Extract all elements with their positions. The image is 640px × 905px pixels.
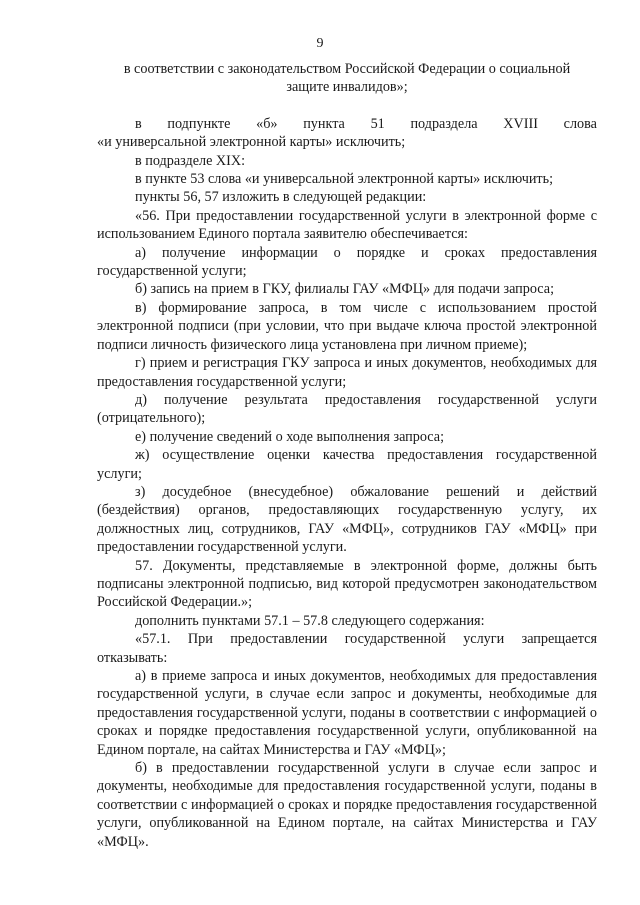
paragraph-56-57: пункты 56, 57 изложить в следующей редакции:: [135, 189, 427, 206]
paragraph-53: в пункте 53 слова «и универсальной электронной карты» исключить;: [135, 171, 554, 188]
heading-line-1: в соответствии с законодательством Российской Федерации о социальной: [123, 61, 571, 77]
heading-line-2: защите инвалидов»;: [286, 79, 408, 96]
point-57-1-a: а) в приеме запроса и иных документов, необходимых для предоставления государственной услуги, в случае если запрос и документы, необходимые для предоставления государственной услуги, поданы в соответствии с информацией о сроках и порядке предоставления государственной услуги, опубликованной на Едином портале, на сайтах Министерства и ГАУ «МФЦ»;: [97, 668, 597, 758]
item-b-word: подпункте: [167, 115, 231, 132]
item-b-word: пункта: [303, 115, 345, 132]
item-b-rest: «и универсальной электронной карты» исключить;: [97, 134, 406, 151]
point-56-intro: «56. При предоставлении государственной услуги в электронной форме с использованием Единого портала заявителю обеспечивается:: [97, 207, 597, 243]
point-57-1-b: б) в предоставлении государственной услуги в случае если запрос и документы, необходимые для предоставления государственной услуги, поданы в соответствии с информацией о сроках и порядке предоставления государственной услуги, опубликованной на Едином портале, на сайтах Министерства и ГАУ «МФЦ».: [97, 760, 597, 850]
point-56-z: з) досудебное (внесудебное) обжалование решений и действий (бездействия) органов, предоставляющих государственную услугу, их должностных лиц, сотрудников, ГАУ «МФЦ», сотрудников ГАУ «МФЦ» при предоставлении государственной услуги.: [97, 483, 597, 556]
add-points-instruction: дополнить пунктами 57.1 – 57.8 следующего содержания:: [135, 612, 485, 629]
item-b-word: подраздела: [410, 115, 478, 132]
point-57: 57. Документы, представляемые в электронной форме, должны быть подписаны электронной подписью, вид которой предусмотрен законодательством Российской Федерации.»;: [97, 557, 597, 611]
point-56-d: д) получение результата предоставления государственной услуги (отрицательного);: [97, 391, 597, 427]
point-56-a: а) получение информации о порядке и сроках предоставления государственной услуги;: [97, 244, 597, 280]
page-number: 9: [316, 36, 324, 51]
point-56-v: в) формирование запроса, в том числе с использованием простой электронной подписи (при условии, что при выдаче ключа простой электронной подписи личность физического лица установлена при личном приеме);: [97, 299, 597, 353]
subsection-19: в подразделе XIX:: [135, 152, 246, 169]
point-56-b: б) запись на прием в ГКУ, филиалы ГАУ «МФЦ» для подачи запроса;: [135, 281, 555, 298]
item-b-word: «б»: [256, 115, 278, 132]
item-b-word: 51: [370, 115, 385, 132]
point-56-g: г) прием и регистрация ГКУ запроса и иных документов, необходимых для предоставления государственной услуги;: [97, 355, 597, 390]
item-b-first-line: [135, 115, 597, 133]
item-b-word: XVIII: [503, 115, 538, 132]
item-b-word: слова: [563, 115, 597, 132]
item-b-word: в: [135, 115, 142, 132]
point-56-e: е) получение сведений о ходе выполнения запроса;: [135, 428, 445, 445]
point-56-zh: ж) осуществление оценки качества предоставления государственной услуги;: [97, 447, 597, 482]
document-body: [97, 60, 597, 851]
point-57-1-intro: «57.1. При предоставлении государственной услуги запрещается отказывать:: [97, 631, 597, 666]
